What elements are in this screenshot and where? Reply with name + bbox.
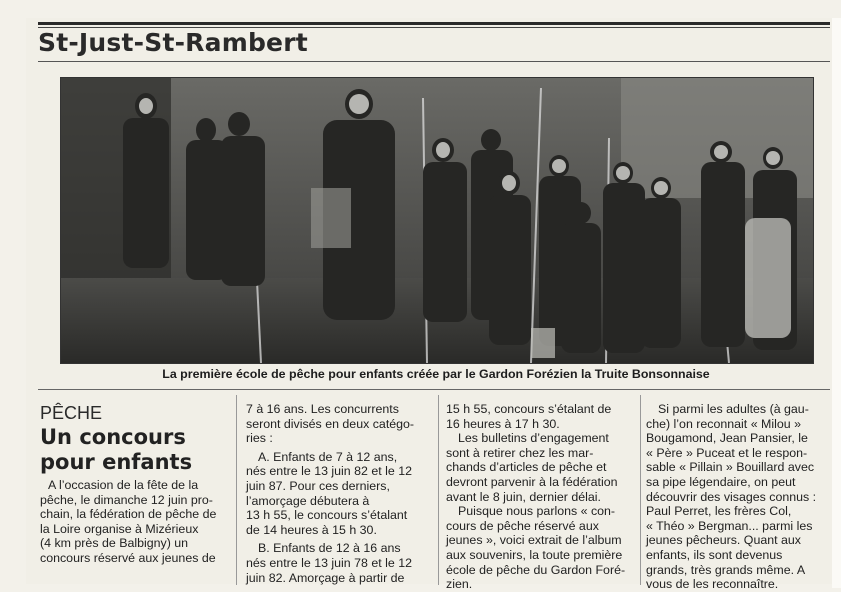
article-kicker: PÊCHE	[40, 403, 103, 423]
text-line: l’amorçage débutera à	[246, 493, 370, 508]
page-margin	[832, 18, 841, 588]
text-line: 7 à 16 ans. Les concurrents	[246, 402, 399, 416]
headline-line: Un concours	[40, 425, 186, 449]
text-line: nés entre le 13 juin 82 et le 12	[246, 464, 413, 479]
article-column-2	[246, 402, 432, 585]
group-photo-illustration	[61, 78, 813, 363]
text-line: 16 heures à 17 h 30.	[446, 416, 560, 431]
caption-rule	[38, 389, 830, 390]
text-line: Bougamond, Jean Pansier, le	[646, 431, 808, 446]
text-line: concours réservé aux jeunes de	[40, 550, 216, 565]
text-line: cours de pêche réservé aux	[446, 518, 599, 533]
text-line: jeunes pêcheurs. Quant aux	[646, 533, 801, 548]
text-line: la Loire organise à Mizérieux	[40, 521, 199, 536]
text-line: juin 82. Amorçage à partir de	[246, 570, 405, 585]
text-line: jeunes », voici extrait de l’album	[446, 533, 622, 548]
top-rule	[38, 22, 830, 25]
text-line: che) l’on reconnait « Milou »	[646, 416, 801, 431]
text-line: « Théo » Bergman... parmi les	[646, 518, 813, 533]
text-line: découvrir des visages connus :	[646, 489, 817, 504]
column-divider	[640, 395, 641, 585]
text-line: grands, très grands même. A	[646, 562, 806, 577]
text-line: sa pipe légendaire, on peut	[646, 474, 796, 489]
masthead-rule	[38, 61, 830, 62]
text-line: Les bulletins d’engagement	[458, 431, 609, 446]
text-line: juin 87. Pour ces derniers,	[246, 478, 390, 493]
text-line: chain, la fédération de pêche de	[40, 507, 217, 522]
text-line: de 14 heures à 15 h 30.	[246, 522, 377, 537]
text-line: devront parvenir à la fédération	[446, 474, 618, 489]
article-column-3	[446, 402, 632, 592]
text-line: A. Enfants de 7 à 12 ans,	[258, 449, 398, 464]
text-line: nés entre le 13 juin 78 et le 12	[246, 555, 413, 570]
text-line: B. Enfants de 12 à 16 ans	[258, 541, 401, 556]
text-line: 15 h 55, concours s’étalant de	[446, 402, 612, 416]
text-line: sont à retirer chez les mar-	[446, 445, 594, 460]
text-line: (4 km près de Balbigny) un	[40, 536, 189, 551]
photo-caption: La première école de pêche pour enfants créée par le Gardon Forézien la Truite Bonsonnaise	[162, 367, 710, 381]
column-divider	[438, 395, 439, 585]
article-column-4	[646, 402, 832, 592]
article-headline	[40, 425, 230, 475]
text-line: Paul Perret, les frères Col,	[646, 504, 792, 519]
article-column-1	[40, 478, 230, 566]
text-line: A l’occasion de la fête de la	[48, 478, 199, 492]
text-line: 13 h 55, le concours s’étalant	[246, 508, 408, 523]
text-line: pêche, le dimanche 12 juin pro-	[40, 492, 213, 507]
text-line: aux souvenirs, la toute première	[446, 547, 623, 562]
text-line: ries :	[246, 431, 273, 446]
text-line: Puisque nous parlons « con-	[458, 504, 616, 519]
text-line: école de pêche du Gardon Foré-	[446, 562, 626, 577]
text-line: sable « Pillain » Bouillard avec	[646, 460, 815, 475]
text-line: avant le 8 juin, dernier délai.	[446, 489, 601, 504]
headline-line: pour enfants	[40, 450, 193, 474]
section-masthead: St-Just-St-Rambert	[38, 28, 308, 57]
text-line: vous de les reconnaître.	[646, 577, 779, 592]
group-photo	[60, 77, 814, 364]
text-line: zien.	[446, 577, 473, 592]
text-line: Si parmi les adultes (à gau-	[658, 402, 809, 416]
text-line: seront divisés en deux catégo-	[246, 416, 415, 431]
column-divider	[236, 395, 237, 585]
text-line: enfants, ils sont devenus	[646, 547, 783, 562]
text-line: chands d’articles de pêche et	[446, 460, 607, 475]
text-line: « Père » Puceat et le respon-	[646, 445, 808, 460]
